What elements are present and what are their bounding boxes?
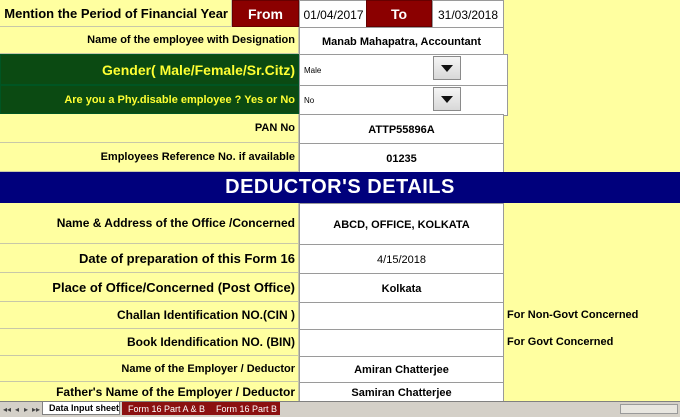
pan-label: PAN No (0, 114, 299, 143)
gender-select[interactable]: Male (299, 54, 508, 87)
chevron-down-icon (441, 65, 453, 72)
office-label: Name & Address of the Office /Concerned (0, 203, 299, 244)
disable-label: Are you a Phy.disable employee ? Yes or No (0, 85, 299, 114)
bin-note: For Govt Concerned (507, 336, 614, 348)
to-label: To (366, 0, 432, 27)
father-name-field[interactable]: Samiran Chatterjee (299, 382, 504, 404)
sheet-tab-bar (0, 401, 680, 417)
horizontal-scrollbar[interactable] (620, 404, 678, 414)
place-field[interactable]: Kolkata (299, 273, 504, 304)
cin-note: For Non-Govt Concerned (507, 309, 639, 321)
bin-label: Book Idendification NO. (BIN) (0, 329, 299, 356)
period-label: Mention the Period of Financial Year (0, 0, 232, 27)
disable-dropdown-button[interactable] (433, 87, 461, 111)
cin-label: Challan Identification NO.(CIN ) (0, 302, 299, 329)
chevron-down-icon (441, 96, 453, 103)
reference-label: Employees Reference No. if available (0, 143, 299, 172)
place-label: Place of Office/Concerned (Post Office) (0, 273, 299, 302)
tab-form16-part-b[interactable]: Form 16 Part B (210, 402, 280, 415)
pan-field[interactable]: ATTP55896A (299, 114, 504, 145)
disable-select[interactable]: No (299, 85, 508, 116)
gender-dropdown-button[interactable] (433, 56, 461, 80)
last-sheet-button[interactable]: ▸▸ (32, 405, 41, 414)
first-sheet-button[interactable]: ◂◂ (3, 405, 12, 414)
reference-field[interactable]: 01235 (299, 143, 504, 174)
employee-name-field[interactable]: Manab Mahapatra, Accountant (299, 27, 504, 56)
next-sheet-button[interactable]: ▸ (24, 405, 29, 414)
from-label: From (232, 0, 299, 27)
tab-form16-part-a-b[interactable]: Form 16 Part A & B (122, 402, 210, 415)
cin-field[interactable] (299, 302, 504, 331)
employer-name-label: Name of the Employer / Deductor (0, 356, 299, 382)
tab-data-input-sheet[interactable]: Data Input sheet (42, 402, 120, 415)
office-field[interactable]: ABCD, OFFICE, KOLKATA (299, 203, 504, 246)
father-name-label: Father's Name of the Employer / Deductor (0, 382, 299, 402)
from-date-field[interactable]: 01/04/2017 (299, 0, 368, 29)
gender-label: Gender( Male/Female/Sr.Citz) (0, 54, 299, 85)
deductor-details-banner: DEDUCTOR'S DETAILS (0, 172, 680, 203)
form16-date-label: Date of preparation of this Form 16 (0, 244, 299, 273)
prev-sheet-button[interactable]: ◂ (15, 405, 20, 414)
employee-name-label: Name of the employee with Designation (0, 27, 299, 54)
form16-date-field[interactable]: 4/15/2018 (299, 244, 504, 275)
to-date-field[interactable]: 31/03/2018 (432, 0, 504, 29)
employer-name-field[interactable]: Amiran Chatterjee (299, 356, 504, 384)
bin-field[interactable] (299, 329, 504, 358)
